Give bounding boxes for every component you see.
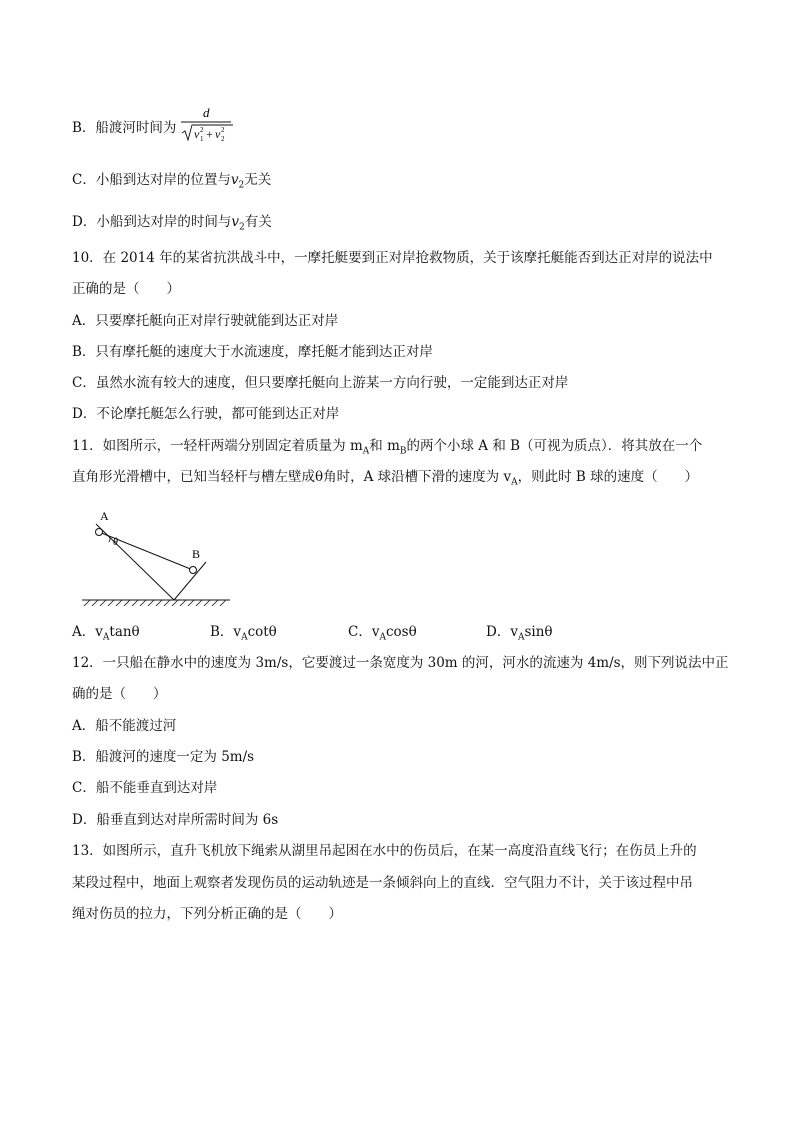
fraction-svg xyxy=(181,104,235,144)
q11-stem-part2: 和 m xyxy=(369,438,400,454)
den-v1-sup: 2 xyxy=(200,126,204,134)
label-theta: θ xyxy=(113,537,118,548)
ground-hatching xyxy=(84,600,226,606)
q9-option-d-var: v xyxy=(231,214,239,230)
q12-stem-line2: 确的是（ ） xyxy=(72,686,167,702)
q11-choice-a-letter: A．v xyxy=(72,624,103,640)
q11-choice-d-text: sinθ xyxy=(524,624,553,640)
q9-option-d-prefix: D．小船到达对岸的时间与 xyxy=(72,214,232,230)
q9-option-b xyxy=(72,118,176,138)
q11-stem2-part2: ，则此时 B 球的速度（ ） xyxy=(517,469,699,485)
q11-sub-a: A xyxy=(362,446,370,457)
q9-option-c-prefix: C．小船到达对岸的位置与 xyxy=(72,172,231,188)
ball-b xyxy=(190,567,197,574)
q9-option-c-suffix: 无关 xyxy=(244,172,272,188)
q11-choice-a-sub: A xyxy=(102,632,110,643)
q10-option-c: C．虽然水流有较大的速度，但只要摩托艇向上游某一方向行驶，一定能到达正对岸 xyxy=(72,375,569,391)
q11-choice-d xyxy=(486,622,553,648)
q10-stem-line1: 10．在 2014 年的某省抗洪战斗中，一摩托艇要到正对岸抢救物质，关于该摩托艇能否到达正对岸的说法中 xyxy=(72,250,713,266)
q11-choice-d-sub: A xyxy=(517,632,525,643)
den-plus: + xyxy=(206,127,213,141)
den-v2-sub: 2 xyxy=(221,135,225,143)
q11-choice-c xyxy=(348,622,417,648)
q12-stem-line1: 12．一只船在静水中的速度为 3m/s，它要渡过一条宽度为 30m 的河，河水的流速为 4m/s，则下列说法中正 xyxy=(72,655,729,671)
q9-option-c-var: v xyxy=(230,172,239,188)
q9-option-d-sub: 2 xyxy=(238,222,245,233)
q9-option-d-suffix: 有关 xyxy=(244,214,272,230)
den-v2-sup: 2 xyxy=(221,126,225,134)
label-b: B xyxy=(192,547,201,561)
rod-in-groove-diagram xyxy=(78,506,238,606)
q10-option-d: D．不论摩托艇怎么行驶，都可能到达正对岸 xyxy=(72,406,340,422)
q12-option-b: B．船渡河的速度一定为 5m/s xyxy=(72,749,255,765)
q11-choice-a-text: tanθ xyxy=(109,624,140,640)
q11-choice-b-text: cotθ xyxy=(247,624,277,640)
q10-option-a: A．只要摩托艇向正对岸行驶就能到达正对岸 xyxy=(72,313,339,329)
q9-option-d xyxy=(72,212,272,238)
q9-option-c xyxy=(72,170,271,196)
q9-option-b-fraction xyxy=(181,104,235,144)
q13-stem-line2: 某段过程中，地面上观察者发现伤员的运动轨迹是一条倾斜向上的直线．空气阻力不计，关于该过程中吊 xyxy=(72,875,693,891)
ball-a xyxy=(96,529,103,536)
q11-choice-b-letter: B．v xyxy=(210,624,242,640)
q9-option-c-sub: 2 xyxy=(238,180,245,191)
q11-choice-b-sub: A xyxy=(241,632,248,643)
q11-stem-part3: 的两个小球 A 和 B（可视为质点）．将其放在一个 xyxy=(406,438,703,454)
q13-stem-line3: 绳对伤员的拉力，下列分析正确的是（ ） xyxy=(72,906,342,922)
q11-stem-line1 xyxy=(72,436,702,462)
q13-stem-line1: 13．如图所示，直升飞机放下绳索从湖里吊起困在水中的伤员后，在某一高度沿直线飞行；在伤员上升的 xyxy=(72,843,697,859)
q11-choice-c-letter: C．v xyxy=(348,624,380,640)
den-v2: v xyxy=(215,127,221,141)
q11-stem2-part1: 直角形光滑槽中，已知当轻杆与槽左壁成θ角时，A 球沿槽下滑的速度为 v xyxy=(72,469,512,485)
q11-choice-c-sub: A xyxy=(379,632,386,643)
q10-option-b: B．只有摩托艇的速度大于水流速度，摩托艇才能到达正对岸 xyxy=(72,344,433,360)
q10-stem-line2: 正确的是（ ） xyxy=(72,281,180,297)
q12-option-a: A．船不能渡过河 xyxy=(72,718,177,734)
q11-sub-b: B xyxy=(399,446,407,457)
q12-option-d: D．船垂直到达对岸所需时间为 6s xyxy=(72,812,279,828)
q12-option-c: C．船不能垂直到达对岸 xyxy=(72,780,218,796)
den-v1-sub: 1 xyxy=(200,135,204,143)
q11-choice-b xyxy=(210,622,277,648)
label-a: A xyxy=(100,509,109,523)
q9-option-b-text: B．船渡河时间为 xyxy=(72,120,177,136)
q11-stem-part1: 11．如图所示，一轻杆两端分别固定着质量为 m xyxy=(72,438,363,454)
q11-stem-line2 xyxy=(72,467,698,493)
den-v1: v xyxy=(194,127,200,141)
q11-choice-a xyxy=(72,622,140,648)
fraction-numerator: d xyxy=(203,105,210,120)
q11-choice-d-letter: D．v xyxy=(486,624,518,640)
q11-stem2-sub: A xyxy=(511,477,518,488)
q11-choice-c-text: cosθ xyxy=(385,624,417,640)
